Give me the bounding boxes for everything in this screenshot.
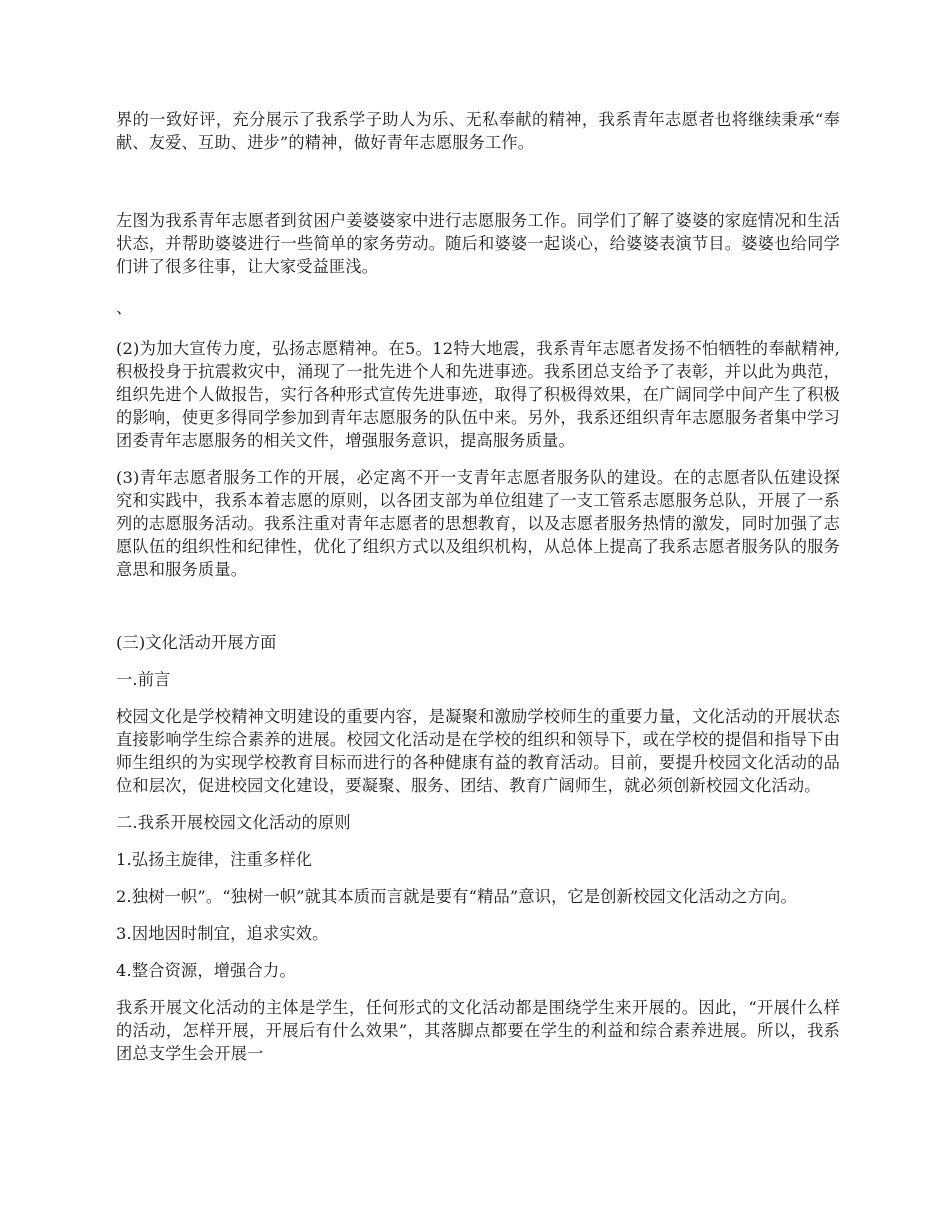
principle-item-1: 1.弘扬主旋律，注重多样化 — [116, 850, 313, 869]
paragraph-publicity: (2)为加大宣传力度，弘扬志愿精神。在5。12特大地震，我系青年志愿者发扬不怕牺牲的奉献精神,积极投身于抗震救灾中，涌现了一批先进个人和先进事迹。我系团总支给予了表彰，并以此为典范，组织先进个人做报告，实行各种形式宣传先进事迹，取得了积极得效果，在广阔同学中间产生了积极的影响，使更多得同学参加到青年志愿服务的队伍中来。另外，我系还组织青年志愿服务者集中学习团委青年志愿服务的相关文件，增强服务意识，提高服务质量。 — [116, 339, 840, 450]
subheading-principles: 二.我系开展校园文化活动的原则 — [116, 813, 351, 832]
subheading-preface: 一.前言 — [116, 670, 171, 689]
paragraph-team-building: (3)青年志愿者服务工作的开展，必定离不开一支青年志愿者服务队的建设。在的志愿者队伍建设探究和实践中，我系本着志愿的原则，以各团支部为单位组建了一支工管系志愿服务总队，开展了一系列的志愿服务活动。我系注重对青年志愿者的思想教育，以及志愿者服务热情的激发，同时加强了志愿队伍的组织性和纪律性，优化了组织方式以及组织机构，从总体上提高了我系志愿者服务队的服务意思和服务质量。 — [116, 468, 840, 579]
paragraph-volunteer-spirit: 界的一致好评，充分展示了我系学子助人为乐、无私奉献的精神，我系青年志愿者也将继续秉承“奉献、友爱、互助、进步”的精神，做好青年志愿服务工作。 — [116, 110, 840, 152]
principle-item-2: 2.独树一帜”。“独树一帜”就其本质而言就是要有“精品”意识，它是创新校园文化活动之方向。 — [116, 887, 797, 906]
paragraph-student-activities: 我系开展文化活动的主体是学生，任何形式的文化活动都是围绕学生来开展的。因此，“开展什么样的活动，怎样开展，开展后有什么效果”，其落脚点都要在学生的利益和综合素养进展。所以，我系团总支学生会开展一 — [116, 998, 840, 1063]
stray-punctuation: 、 — [116, 298, 133, 317]
section-heading-culture: (三)文化活动开展方面 — [116, 633, 277, 652]
principle-item-3: 3.因地因时制宜，追求实效。 — [116, 924, 329, 943]
paragraph-photo-caption: 左图为我系青年志愿者到贫困户姜婆婆家中进行志愿服务工作。同学们了解了婆婆的家庭情况和生活状态，并帮助婆婆进行一些简单的家务劳动。随后和婆婆一起谈心，给婆婆表演节目。婆婆也给同学们讲了很多往事，让大家受益匪浅。 — [116, 211, 840, 276]
principle-item-4: 4.整合资源，增强合力。 — [116, 961, 296, 980]
paragraph-campus-culture: 校园文化是学校精神文明建设的重要内容，是凝聚和激励学校师生的重要力量，文化活动的开展状态直接影响学生综合素养的进展。校园文化活动是在学校的组织和领导下，或在学校的提倡和指导下由师生组织的为实现学校教育目标而进行的各种健康有益的教育活动。目前，要提升校园文化活动的品位和层次，促进校园文化建设，要凝聚、服务、团结、教育广阔师生，就必须创新校园文化活动。 — [116, 707, 840, 795]
